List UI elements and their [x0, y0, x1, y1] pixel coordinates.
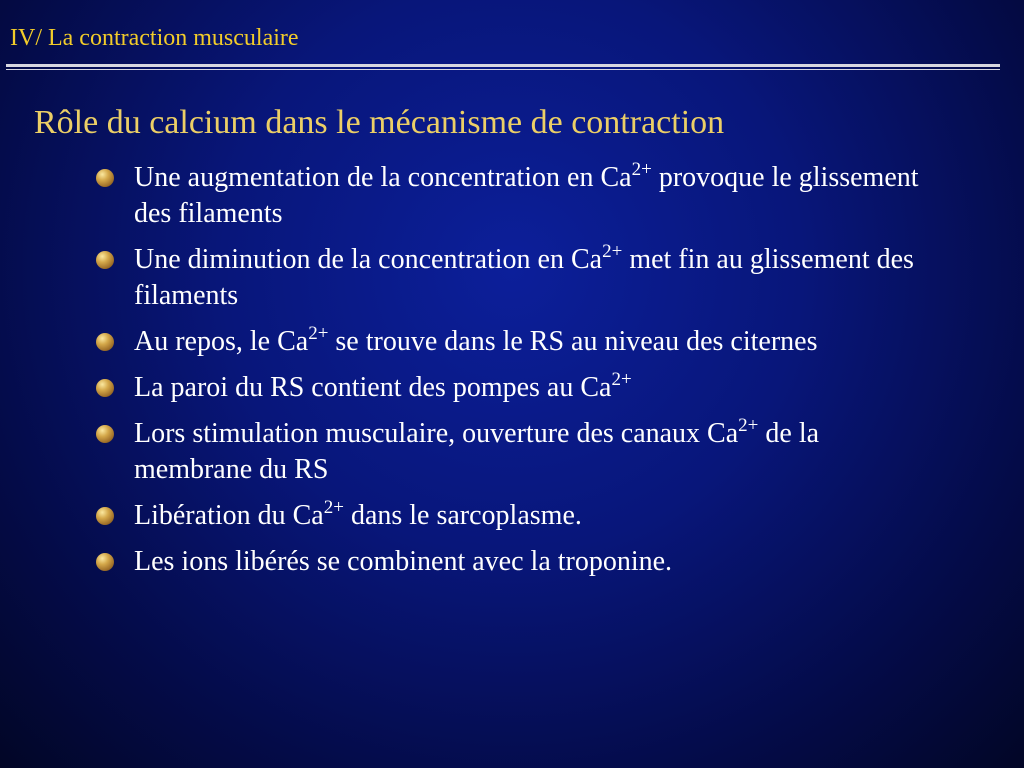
- bullet-item: [96, 498, 926, 534]
- bullet-text: Lors stimulation musculaire, ouverture des canaux Ca: [134, 418, 739, 449]
- bullet-item: [96, 544, 926, 580]
- bullet-sphere-icon: [96, 553, 114, 571]
- bullet-superscript: 2+: [631, 159, 652, 180]
- header-divider-thin: [6, 69, 1000, 70]
- slide-title: Rôle du calcium dans le mécanisme de contraction: [34, 104, 725, 141]
- bullet-sphere-icon: [96, 333, 114, 351]
- bullet-text-cont: dans le sarcoplasme.: [343, 500, 582, 531]
- bullet-item: [96, 416, 926, 488]
- bullet-text-cont: de la membrane du RS: [134, 418, 820, 485]
- bullet-text: Libération du Ca: [134, 500, 324, 531]
- bullet-superscript: 2+: [738, 415, 759, 436]
- bullet-sphere-icon: [96, 169, 114, 187]
- bullet-item: [96, 324, 926, 360]
- bullet-sphere-icon: [96, 425, 114, 443]
- bullet-superscript: 2+: [308, 323, 329, 344]
- bullet-sphere-icon: [96, 379, 114, 397]
- header-divider-thick: [6, 64, 1000, 67]
- bullet-sphere-icon: [96, 507, 114, 525]
- bullet-item: [96, 242, 926, 314]
- bullet-text: Les ions libérés se combinent avec la troponine.: [134, 546, 673, 577]
- bullet-sphere-icon: [96, 251, 114, 269]
- bullet-text-cont: provoque le glissement des filaments: [134, 162, 919, 229]
- bullet-text: La paroi du RS contient des pompes au Ca: [134, 372, 612, 403]
- bullet-list: [96, 160, 926, 590]
- bullet-superscript: 2+: [602, 241, 623, 262]
- bullet-text: Une augmentation de la concentration en Ca: [134, 162, 632, 193]
- bullet-text-cont: met fin au glissement des filaments: [134, 244, 914, 311]
- bullet-text-cont: se trouve dans le RS au niveau des citernes: [328, 326, 818, 357]
- bullet-superscript: 2+: [611, 369, 632, 390]
- bullet-item: [96, 370, 926, 406]
- bullet-text: Au repos, le Ca: [134, 326, 309, 357]
- section-header: IV/ La contraction musculaire: [10, 25, 299, 51]
- bullet-text: Une diminution de la concentration en Ca: [134, 244, 603, 275]
- bullet-superscript: 2+: [323, 497, 344, 518]
- bullet-item: [96, 160, 926, 232]
